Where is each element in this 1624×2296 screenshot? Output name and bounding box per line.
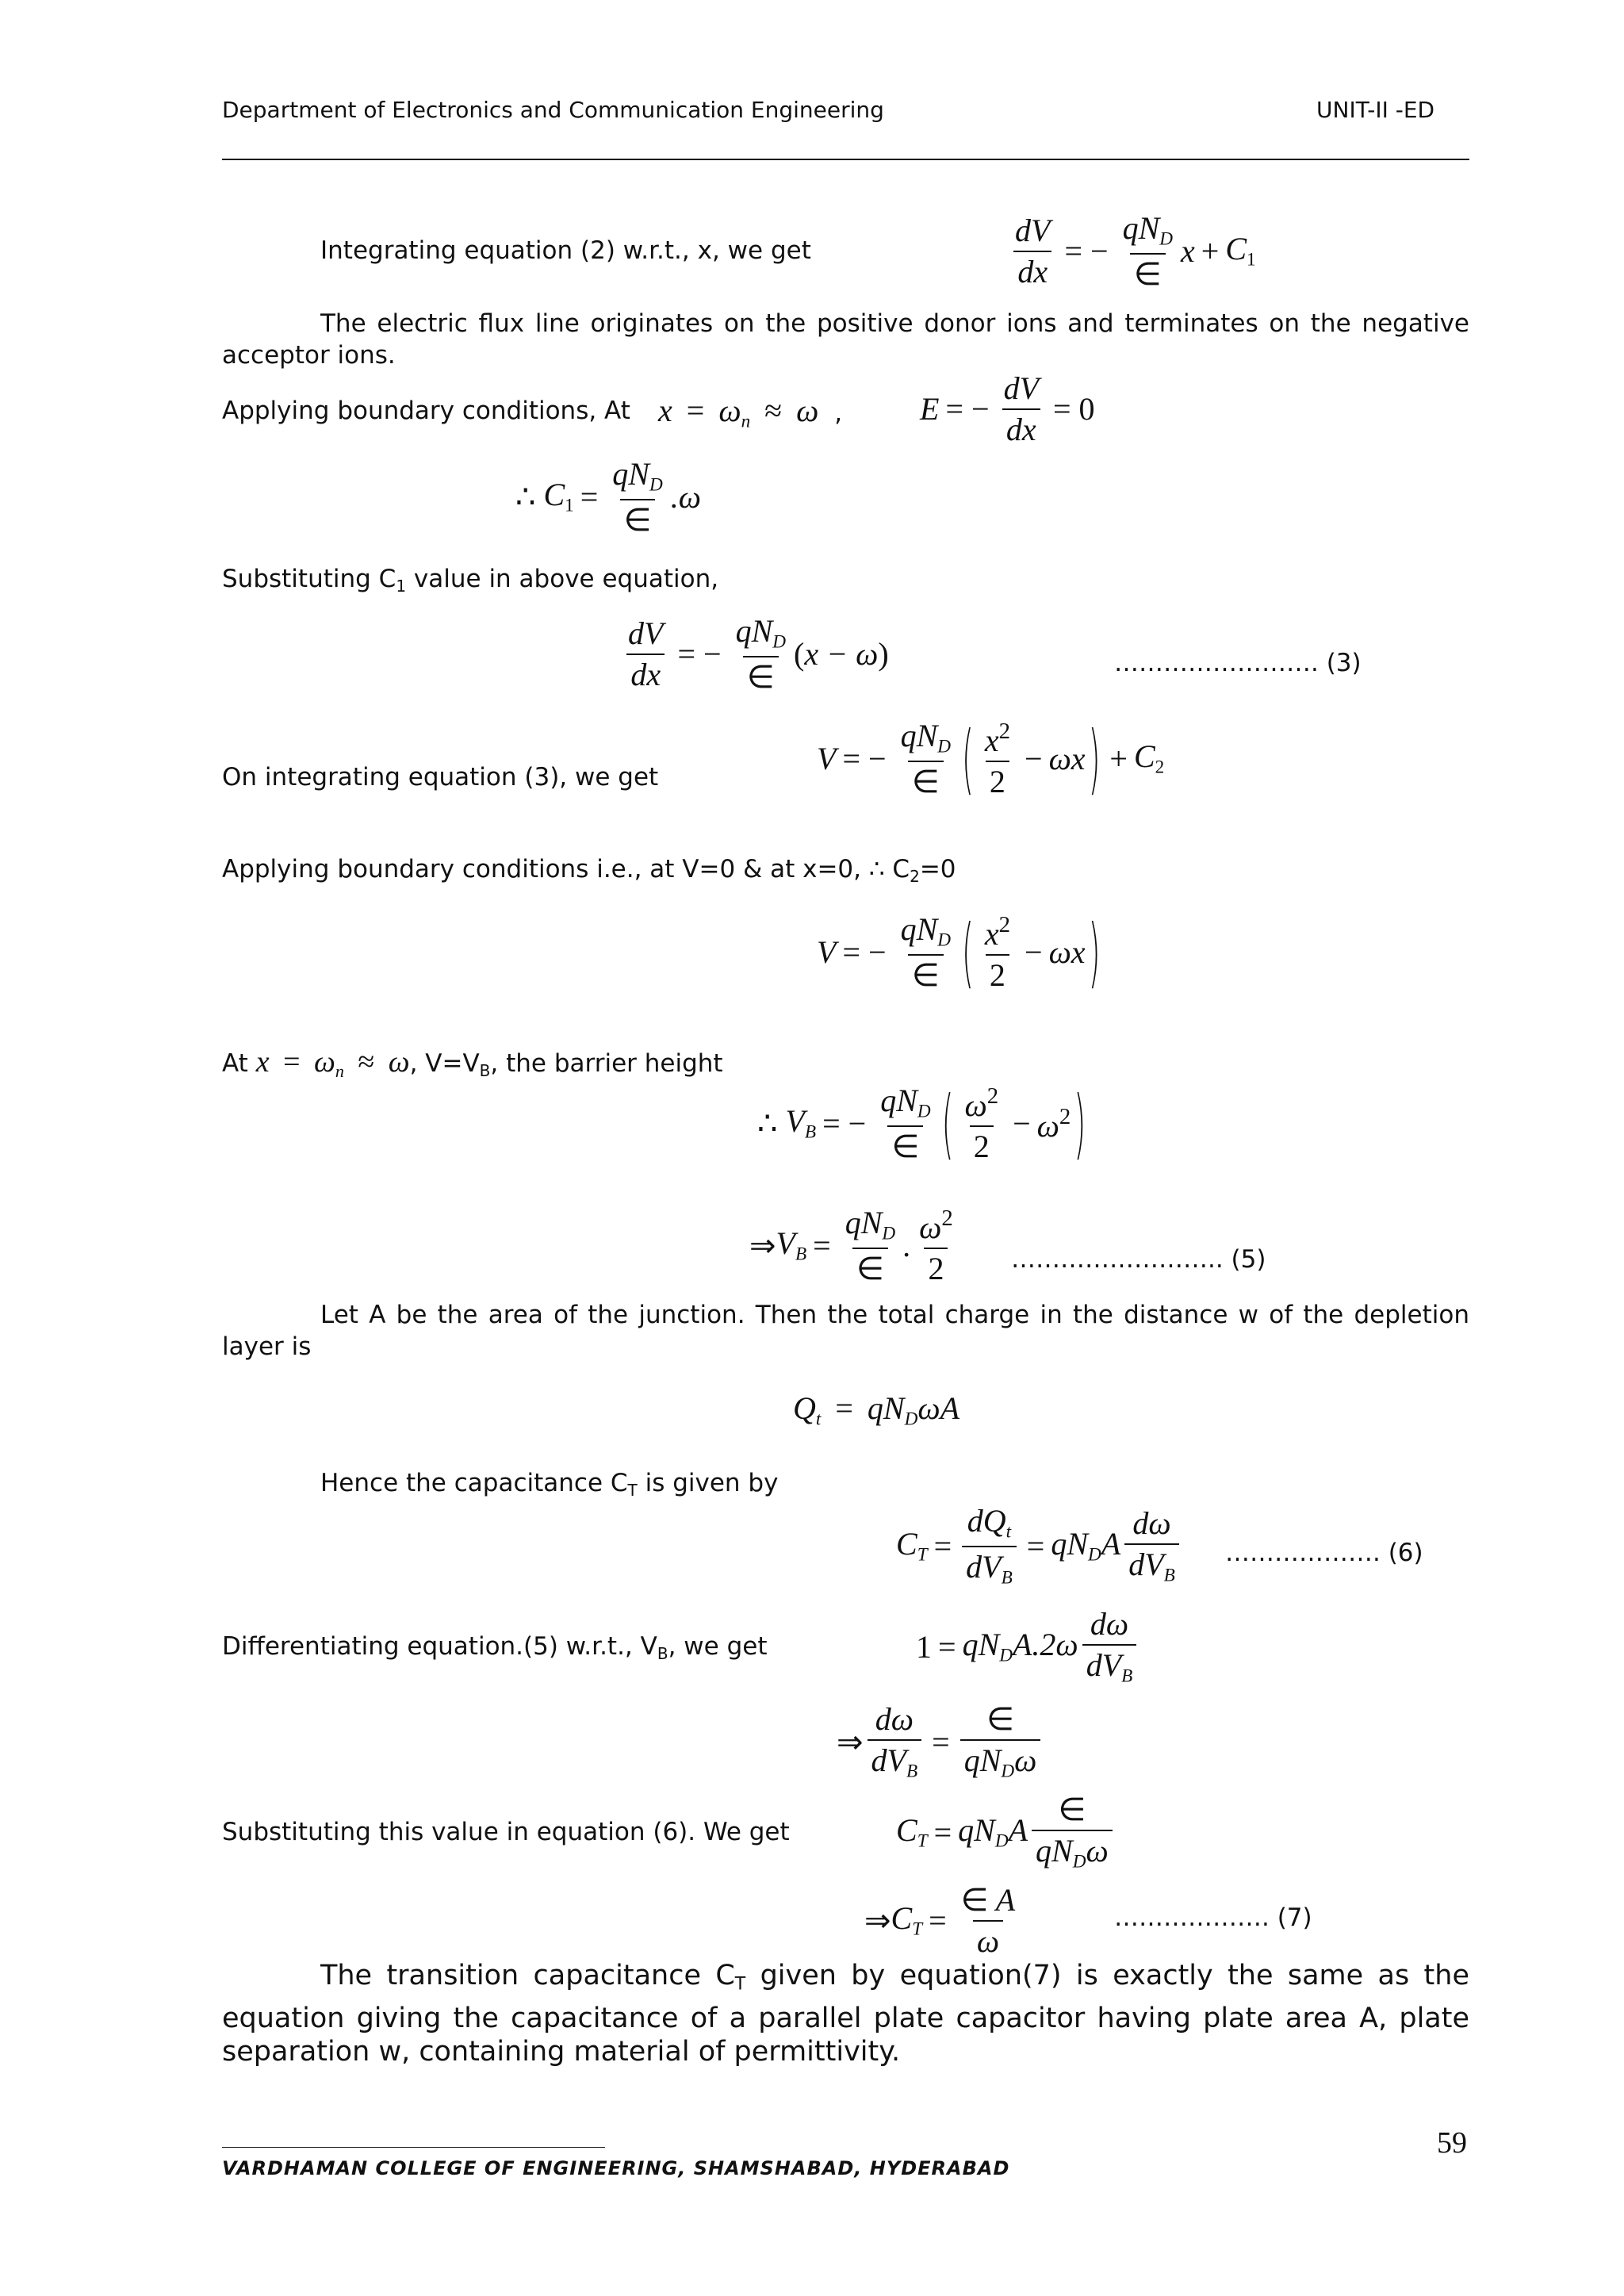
text-at-x-barrier-a: At bbox=[222, 1049, 248, 1078]
text-boundary-c2 bbox=[222, 855, 956, 886]
text-boundary-conditions: Applying boundary conditions, At bbox=[222, 397, 630, 425]
equation-v: V = − $\frac{qN_D}{\in}$ ( $\frac{x^2}{2}$ − ωx ) bbox=[817, 908, 1101, 996]
equation-6-label: ………………. (6) bbox=[1225, 1539, 1423, 1567]
paragraph-electric-flux-text: The electric flux line originates on the positive donor ions and terminates on the negative acceptor ions. bbox=[222, 309, 1469, 370]
header-rule bbox=[222, 159, 1469, 160]
equation-dv-dx-c1: $\frac{dV}{dx}$ = − $\frac{qN_D}{\in}$ x + $C_1$ bbox=[1015, 210, 1256, 292]
text-differentiating-eq5-b: , we get bbox=[668, 1632, 768, 1661]
footer-college-name: VARDHAMAN COLLEGE OF ENGINEERING, SHAMSHABAD, HYDERABAD bbox=[222, 2157, 1010, 2179]
equation-ct-substituted: $C_T$ = $qN_DA$ $\frac{\in}{qN_D\omega}$ bbox=[896, 1794, 1116, 1872]
text-at-x-barrier-sub: B bbox=[479, 1061, 491, 1080]
header-unit: UNIT-II -ED bbox=[1316, 97, 1435, 123]
text-hence-capacitance-a: Hence the capacitance C bbox=[320, 1469, 628, 1497]
text-differentiating-eq5-a: Differentiating equation.(5) w.r.t., V bbox=[222, 1632, 657, 1661]
text-hence-capacitance-b: is given by bbox=[637, 1469, 779, 1497]
header-department: Department of Electronics and Communication Engineering bbox=[222, 97, 884, 123]
equation-dw-dvb: ⇒ $\frac{d\omega}{dV_B}$ = $\frac{\in}{qN_D\omega}$ bbox=[837, 1704, 1044, 1781]
text-hence-capacitance bbox=[320, 1469, 778, 1500]
equation-7-label: ………………. (7) bbox=[1114, 1903, 1312, 1932]
text-substituting-eq6: Substituting this value in equation (6). We get bbox=[222, 1818, 790, 1846]
paragraph-transition-sub: T bbox=[734, 1974, 746, 1995]
paragraph-transition-a: The transition capacitance C bbox=[320, 1960, 735, 1991]
equation-e-field: E = − $\frac{dV}{dx}$ = 0 bbox=[920, 370, 1095, 447]
paragraph-transition-b: given by equation(7) is exactly the same as the equation giving the capacitance of a parallel plate capacitor having plate area A, plate separation w, containing material of permittivity. bbox=[222, 1960, 1469, 2068]
equation-vb: ∴ $V_B$ = − $\frac{qN_D}{\in}$ ( $\frac{\omega^2}{2}$ − $\omega^2$ ) bbox=[757, 1079, 1086, 1167]
equation-3-label: ……………………. (3) bbox=[1114, 649, 1362, 677]
equation-7: ⇒ $C_T$ = $\frac{\in A}{\omega}$ bbox=[864, 1882, 1016, 1959]
equation-x-omega: $x = \omega_n \approx \omega$ , bbox=[658, 393, 843, 432]
paragraph-junction-area bbox=[222, 1299, 1469, 1363]
paragraph-junction-area-text: Let A be the area of the junction. Then the total charge in the distance w of the depletion layer is bbox=[222, 1301, 1469, 1361]
text-at-x-barrier: At $x = \omega_n \approx \omega$, V=VB, the barrier height bbox=[222, 1045, 723, 1082]
equation-v-c2: V = − $\frac{qN_D}{\in}$ ( $\frac{x^2}{2}$ − ωx ) + $C_2$ bbox=[817, 715, 1165, 803]
equation-5-label: …………………….. (5) bbox=[1011, 1245, 1266, 1274]
text-differentiating-eq5 bbox=[222, 1632, 767, 1663]
equation-diff-1: 1 = $qN_DA.2\omega$ $\frac{d\omega}{dV_B}$ bbox=[916, 1608, 1140, 1686]
equation-c1: ∴ $C_1$ = $\frac{qN_D}{\in}$ .ω bbox=[515, 456, 701, 538]
text-at-x-barrier-c: , the barrier height bbox=[490, 1049, 723, 1078]
text-differentiating-eq5-sub: B bbox=[657, 1644, 668, 1663]
footer-rule bbox=[222, 2147, 605, 2148]
text-substituting-c1-sub: 1 bbox=[396, 577, 407, 596]
paragraph-transition-capacitance bbox=[222, 1959, 1469, 2068]
text-substituting-c1-b: value in above equation, bbox=[406, 565, 719, 593]
equation-3: $\frac{dV}{dx}$ = − $\frac{qN_D}{\in}$ ( x − ω ) bbox=[628, 613, 889, 695]
text-hence-capacitance-sub: T bbox=[627, 1481, 638, 1500]
text-substituting-c1 bbox=[222, 565, 718, 596]
text-boundary-c2-sub: 2 bbox=[910, 867, 920, 886]
text-substituting-c1-a: Substituting C bbox=[222, 565, 396, 593]
equation-qt: $Q_t = qN_D\omega A$ bbox=[793, 1390, 960, 1430]
text-at-x-barrier-b: , V=V bbox=[409, 1049, 480, 1078]
text-boundary-c2-a: Applying boundary conditions i.e., at V=0 & at x=0, ∴ C bbox=[222, 855, 910, 884]
equation-6: $C_T$ = $\frac{dQ_t}{dV_B}$ = $qN_DA$ $\frac{d\omega}{dV_B}$ bbox=[896, 1505, 1183, 1587]
equation-5: ⇒ $V_B$ = $\frac{qN_D}{\in}$ . $\frac{\omega^2}{2}$ bbox=[749, 1205, 953, 1286]
text-boundary-c2-b: =0 bbox=[919, 855, 956, 884]
paragraph-electric-flux bbox=[222, 308, 1469, 371]
text-integrating-eq3: On integrating equation (3), we get bbox=[222, 763, 659, 792]
page-number: 59 bbox=[1437, 2126, 1467, 2160]
text-integrating-eq2: Integrating equation (2) w.r.t., x, we get bbox=[320, 236, 811, 265]
